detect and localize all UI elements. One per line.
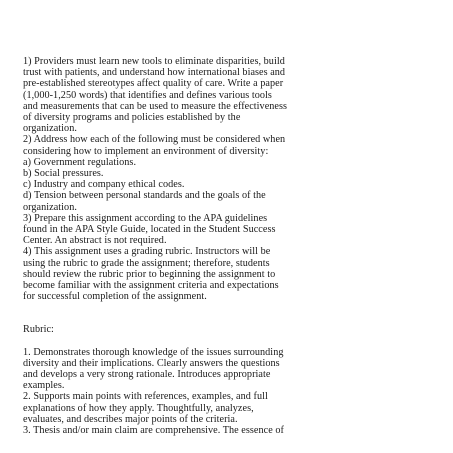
text-line: and measurements that can be used to measure the effectiveness (23, 100, 288, 112)
document-page (23, 56, 438, 436)
instructions-block (23, 56, 438, 302)
text-line: trust with patients, and understand how international biases and (23, 67, 286, 79)
rubric-heading: Rubric: (23, 324, 54, 336)
text-line: 2) Address how each of the following must be considered when (23, 134, 286, 146)
text-line: diversity and their implications. Clearly answers the questions (23, 357, 280, 369)
text-line: 3. Thesis and/or main claim are comprehensive. The essence of (23, 425, 284, 437)
text-line: b) Social pressures. (23, 168, 104, 180)
text-line: of diversity programs and policies established by the (23, 112, 241, 124)
text-line: 3) Prepare this assignment according to the APA guidelines (23, 212, 268, 224)
rubric-block (23, 347, 438, 437)
text-line: using the rubric to grade the assignment; therefore, students (23, 257, 270, 269)
spacer (23, 302, 438, 324)
text-line: 4) This assignment uses a grading rubric. Instructors will be (23, 246, 271, 258)
text-line: d) Tension between personal standards and the goals of the (23, 190, 266, 202)
text-line: organization. (23, 123, 77, 135)
text-line: (1,000-1,250 words) that identifies and defines various tools (23, 89, 272, 101)
text-line: become familiar with the assignment criteria and expectations (23, 280, 279, 292)
text-line: a) Government regulations. (23, 156, 137, 168)
spacer (23, 336, 438, 347)
text-line: found in the APA Style Guide, located in the Student Success (23, 224, 276, 236)
text-line: Center. An abstract is not required. (23, 235, 167, 247)
text-line: and develops a very strong rationale. Introduces appropriate (23, 369, 271, 381)
text-line: 1. Demonstrates thorough knowledge of the issues surrounding (23, 346, 284, 358)
text-line: explanations of how they apply. Thoughtfully, analyzes, (23, 402, 254, 414)
text-line: examples. (23, 380, 65, 392)
text-line: organization. (23, 201, 77, 213)
text-line: considering how to implement an environment of diversity: (23, 145, 269, 157)
text-line: should review the rubric prior to beginning the assignment to (23, 268, 276, 280)
text-line: evaluates, and describes major points of the criteria. (23, 413, 238, 425)
text-line: c) Industry and company ethical codes. (23, 179, 185, 191)
text-line: pre-established stereotypes affect quality of care. Write a paper (23, 78, 284, 90)
text-line: 2. Supports main points with references, examples, and full (23, 391, 268, 403)
text-line: for successful completion of the assignment. (23, 291, 207, 303)
text-line: 1) Providers must learn new tools to eliminate disparities, build (23, 56, 285, 67)
